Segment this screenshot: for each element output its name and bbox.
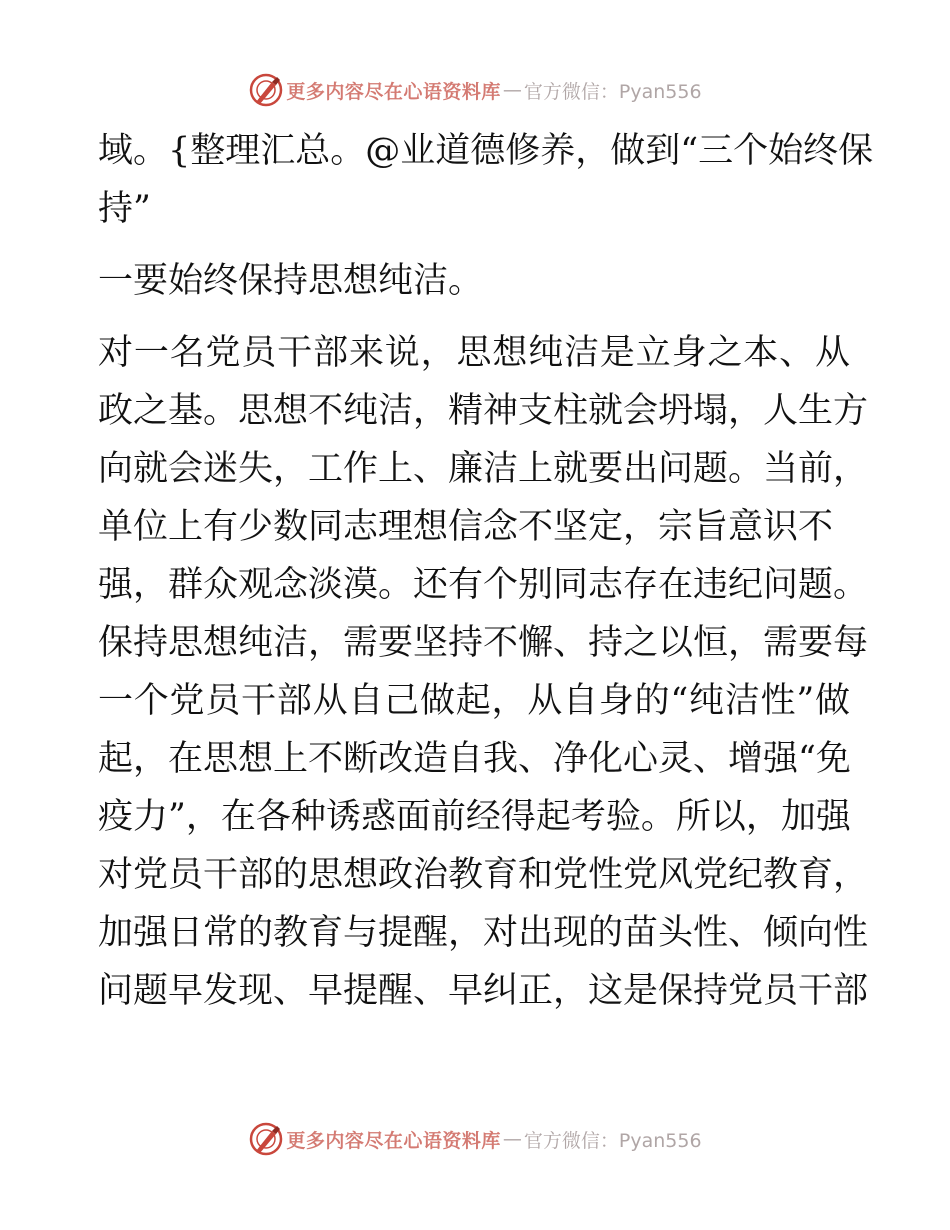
text-line: 对一名党员干部来说，思想纯洁是立身之本、从 <box>98 333 850 373</box>
banner-separator: — <box>502 79 522 101</box>
text-line: 向就会迷失，工作上、廉洁上就要出问题。当前， <box>98 449 869 489</box>
heading-text: 一要始终保持思想纯洁。 <box>98 261 484 301</box>
text-line: 加强日常的教育与提醒，对出现的苗头性、倾向性 <box>98 913 869 953</box>
banner-title: 更多内容尽在心语资料库 <box>286 1129 501 1152</box>
text-line: 强，群众观念淡漠。还有个别同志存在违纪问题。 <box>98 565 869 605</box>
banner-contact: 官方微信：Pyan556 <box>523 80 702 103</box>
text-line: 单位上有少数同志理想信念不坚定，宗旨意识不 <box>98 507 834 547</box>
text-line: 持” <box>98 189 151 229</box>
banner-title: 更多内容尽在心语资料库 <box>286 80 501 103</box>
text-line: 起，在思想上不断改造自我、净化心灵、增强“免 <box>98 739 851 779</box>
text-line: 政之基。思想不纯洁，精神支柱就会坍塌，人生方 <box>98 391 869 431</box>
banner-separator: — <box>502 1128 522 1150</box>
pen-logo-icon <box>248 1121 284 1157</box>
text-line: 对党员干部的思想政治教育和党性党风党纪教育， <box>98 855 869 895</box>
text-line: 保持思想纯洁，需要坚持不懈、持之以恒，需要每 <box>98 623 869 663</box>
text-line: 问题早发现、早提醒、早纠正，这是保持党员干部 <box>98 971 869 1011</box>
pen-logo-icon <box>248 72 284 108</box>
text-line: 域。{整理汇总。@业道德修养，做到“三个始终保 <box>98 131 874 171</box>
text-line: 一个党员干部从自己做起，从自身的“纯洁性”做 <box>98 681 850 721</box>
document-body <box>98 122 874 1020</box>
main-paragraph <box>98 324 869 1020</box>
section-heading <box>98 252 850 310</box>
text-line: 疫力”，在各种诱惑面前经得起考验。所以，加强 <box>98 797 851 837</box>
banner-contact: 官方微信：Pyan556 <box>523 1129 702 1152</box>
header-banner <box>0 70 950 110</box>
intro-paragraph <box>98 122 874 238</box>
footer-banner <box>0 1119 950 1159</box>
